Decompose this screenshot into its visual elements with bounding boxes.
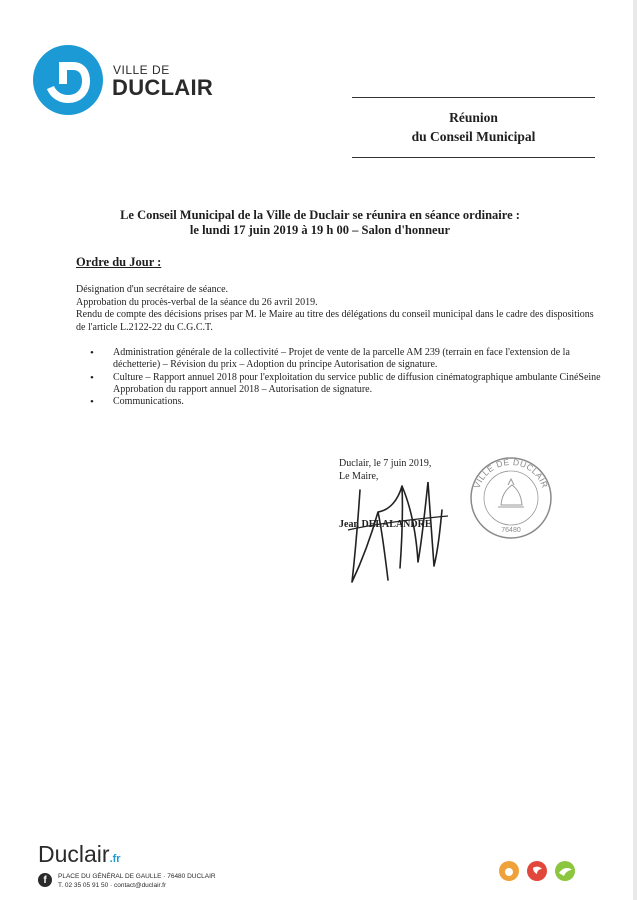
page-edge: [633, 0, 637, 900]
svg-text:VILLE DE DUCLAIR: [472, 457, 551, 490]
announcement-line1: Le Conseil Municipal de la Ville de Duclair se réunira en séance ordinaire :: [120, 208, 520, 222]
footer-address: [58, 872, 216, 890]
duclair-logo-icon: [33, 45, 103, 115]
footer-activity-icons: [495, 857, 585, 885]
logo-name: DUCLAIR: [112, 75, 214, 100]
handwritten-signature-icon: [330, 470, 460, 600]
signer-name: Jean DELALANDRE: [339, 519, 432, 530]
agenda-list: [76, 347, 601, 408]
signer-title: Le Maire,: [339, 470, 379, 482]
city-logo: [33, 42, 223, 122]
announcement: [60, 208, 580, 238]
footer-brand: [38, 841, 121, 868]
footer-address-line: PLACE DU GÉNÉRAL DE GAULLE · 76480 DUCLAIR: [58, 873, 216, 880]
footer-brand-tld: .fr: [109, 853, 121, 865]
city-seal-stamp: [468, 455, 554, 541]
facebook-icon[interactable]: f: [38, 873, 52, 887]
intro-line: Approbation du procès-verbal de la séance du 26 avril 2019.: [76, 296, 318, 308]
footer-brand-name: Duclair: [38, 841, 110, 867]
meeting-title-line2: du Conseil Municipal: [411, 129, 536, 144]
header-rule-bottom: [352, 157, 595, 158]
agenda-item: • Administration générale de la collectivité – Projet de vente de la parcelle AM 239 (terrain en face l'extension de la déchetterie) – Révision du prix – Adoption du principe Autorisation de signature.: [76, 347, 601, 372]
agenda-item: • Culture – Rapport annuel 2018 pour l'exploitation du service public de diffusion cinématographique ambulante CinéSeine Approbation du rapport annuel 2018 – Autorisation de signature.: [76, 372, 601, 397]
announcement-line2: le lundi 17 juin 2019 à 19 h 00 – Salon d'honneur: [189, 223, 451, 237]
logo-prefix: VILLE DE: [113, 63, 170, 77]
stamp-bottom-text: 76480: [501, 527, 521, 534]
meeting-title-line1: Réunion: [449, 110, 498, 125]
place-date: Duclair, le 7 juin 2019,: [339, 458, 432, 469]
intro-line: Rendu de compte des décisions prises par M. le Maire au titre des délégations du conseil municipal dans le cadre des dispositions de l'article L.2122-22 du C.G.C.T.: [76, 309, 594, 333]
meeting-title: [352, 108, 595, 146]
stamp-top-text: VILLE DE DUCLAIR: [471, 456, 551, 490]
agenda-heading: Ordre du Jour :: [76, 255, 162, 269]
agenda-intro: [76, 284, 596, 334]
agenda-item: • Communications.: [76, 396, 601, 408]
footer-contact-line: T. 02 35 05 91 50 · contact@duclair.fr: [58, 882, 167, 889]
header-rule-top: [352, 97, 595, 98]
intro-line: Désignation d'un secrétaire de séance.: [76, 284, 229, 295]
